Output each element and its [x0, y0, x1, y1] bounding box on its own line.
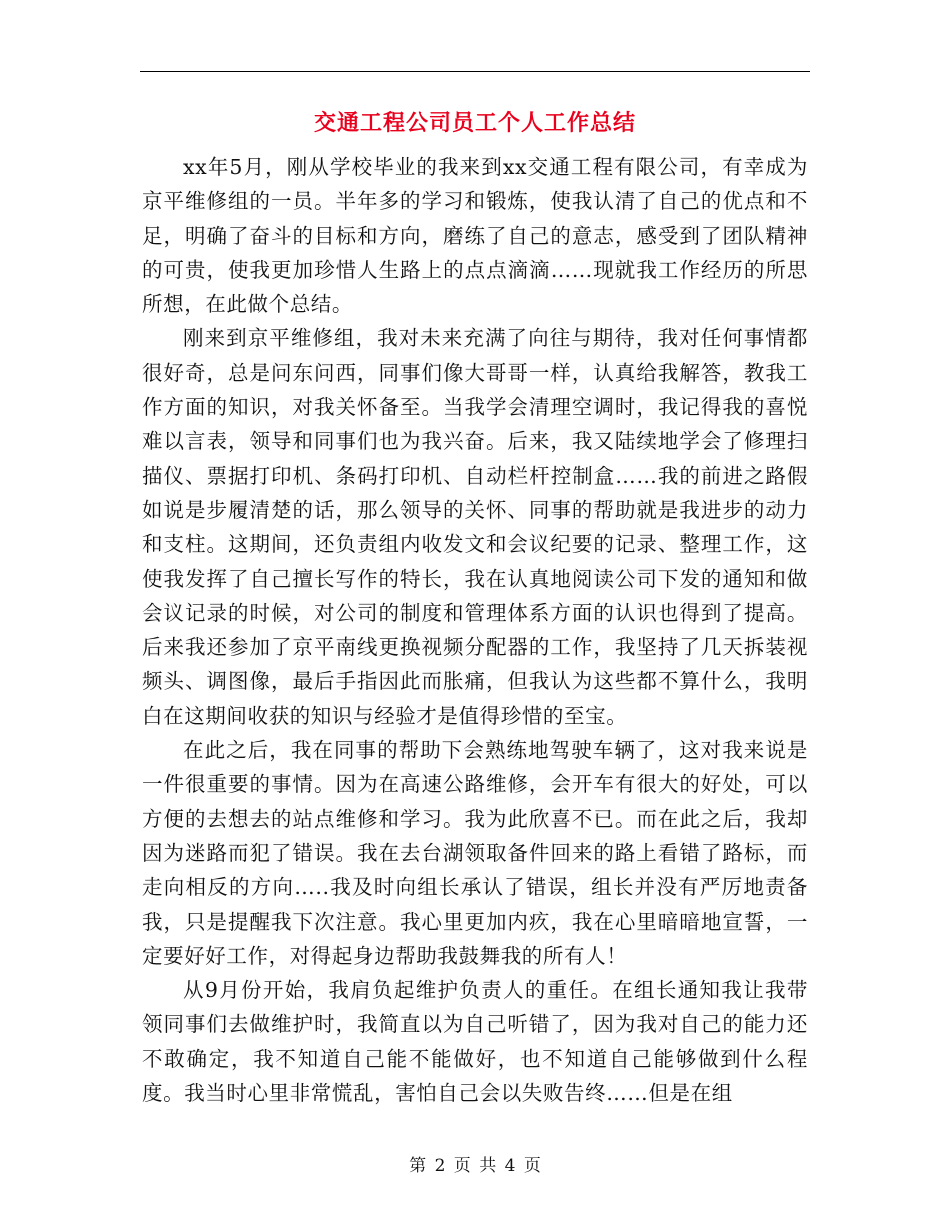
paragraph-3: 在此之后，我在同事的帮助下会熟练地驾驶车辆了，这对我来说是一件很重要的事情。因为在高速公路维修，会开车有很大的好处，可以方便的去想去的站点维修和学习。我为此欣喜不已。而在此之后，我却因为迷路而犯了错误。我在去台湖领取备件回来的路上看错了路标，而走向相反的方向…..我及时向组长承认了错误，组长并没有严厉地责备我，只是提醒我下次注意。我心里更加内疚，我在心里暗暗地宣誓，一定要好好工作，对得起身边帮助我鼓舞我的所有人！	[142, 738, 808, 968]
paragraph-4: 从9月份开始，我肩负起维护负责人的重任。在组长通知我让我带领同事们去做维护时，我简直以为自己听错了，因为我对自己的能力还不敢确定，我不知道自己能不能做好，也不知道自己能够做到什么程度。我当时心里非常慌乱，害怕自己会以失败告终……但是在组	[142, 978, 808, 1106]
page-number: 第 2 页 共 4 页	[409, 1156, 541, 1176]
header-rule	[140, 71, 810, 72]
document-body	[142, 150, 808, 1110]
paragraph-1: xx年5月，刚从学校毕业的我来到xx交通工程有限公司，有幸成为京平维修组的一员。半年多的学习和锻炼，使我认清了自己的优点和不足，明确了奋斗的目标和方向，磨练了自己的意志，感受到了团队精神的可贵，使我更加珍惜人生路上的点点滴滴……现就我工作经历的所思所想，在此做个总结。	[142, 155, 808, 317]
paragraph-2: 刚来到京平维修组，我对未来充满了向往与期待，我对任何事情都很好奇，总是问东问西，同事们像大哥哥一样，认真给我解答，教我工作方面的知识，对我关怀备至。当我学会清理空调时，我记得我的喜悦难以言表，领导和同事们也为我兴奋。后来，我又陆续地学会了修理扫描仪、票据打印机、条码打印机、自动栏杆控制盒……我的前进之路假如说是步履清楚的话，那么领导的关怀、同事的帮助就是我进步的动力和支柱。这期间，还负责组内收发文和会议纪要的记录、整理工作，这使我发挥了自己擅长写作的特长，我在认真地阅读公司下发的通知和做会议记录的时候，对公司的制度和管理体系方面的认识也得到了提高。后来我还参加了京平南线更换视频分配器的工作，我坚持了几天拆装视频头、调图像，最后手指因此而胀痛，但我认为这些都不算什么，我明白在这期间收获的知识与经验才是值得珍惜的至宝。	[142, 326, 808, 728]
document-title: 交通工程公司员工个人工作总结	[313, 111, 636, 136]
